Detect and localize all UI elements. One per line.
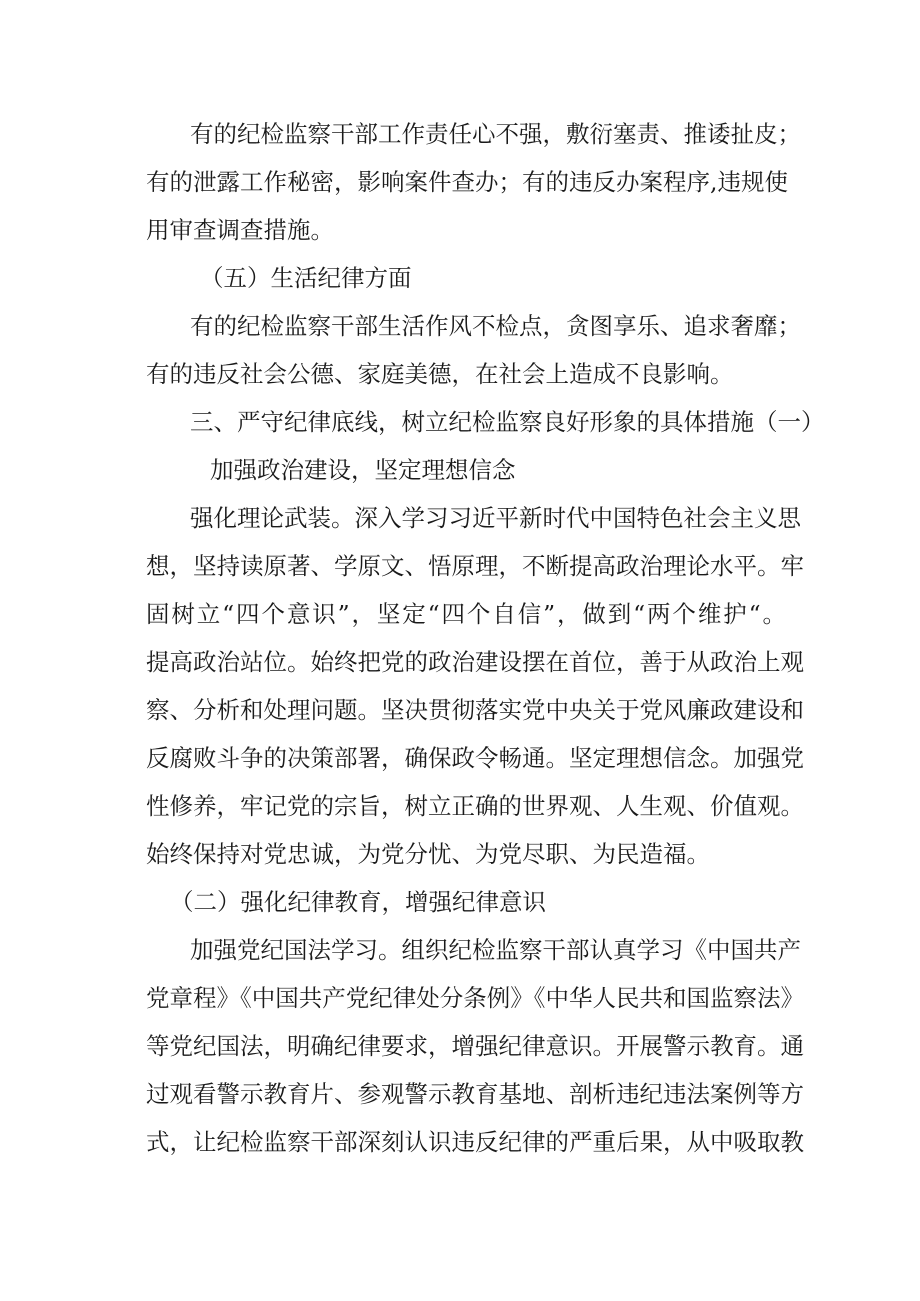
text-line: 察、分析和处理问题。坚决贯彻落实党中央关于党风廉政建设和: [146, 696, 804, 724]
text-line: 党章程》《中国共产党纪律处分条例》《中华人民共和国监察法》: [146, 984, 804, 1012]
text-line: 用审查调查措施。: [146, 216, 334, 244]
section-heading: 加强政治建设，坚定理想信念: [210, 456, 516, 484]
text-line: 有的泄露工作秘密，影响案件查办；有的违反办案程序,违规使: [146, 168, 788, 196]
section-heading: （二）强化纪律教育，增强纪律意识: [170, 888, 546, 916]
text-line: 性修养，牢记党的宗旨，树立正确的世界观、人生观、价值观。: [146, 792, 804, 820]
text-line: 反腐败斗争的决策部署，确保政令畅通。坚定理想信念。加强党: [146, 744, 804, 772]
section-heading: （五）生活纪律方面: [200, 264, 412, 292]
text-line: 有的违反社会公德、家庭美德，在社会上造成不良影响。: [146, 360, 734, 388]
text-line: 提高政治站位。始终把党的政治建设摆在首位，善于从政治上观: [146, 648, 804, 676]
text-line: 等党纪国法，明确纪律要求，增强纪律意识。开展警示教育。通: [146, 1032, 804, 1060]
text-line: 过观看警示教育片、参观警示教育基地、剖析违纪违法案例等方: [146, 1080, 804, 1108]
text-line: 始终保持对党忠诚，为党分忧、为党尽职、为民造福。: [146, 840, 710, 868]
text-line: 式，让纪检监察干部深刻认识违反纪律的严重后果，从中吸取教: [146, 1128, 804, 1156]
text-line: 加强党纪国法学习。组织纪检监察干部认真学习《中国共产: [190, 936, 801, 964]
text-line: 想，坚持读原著、学原文、悟原理，不断提高政治理论水平。牢: [146, 552, 804, 580]
text-line: 有的纪检监察干部生活作风不检点，贪图享乐、追求奢靡；: [190, 312, 801, 340]
section-heading: 三、严守纪律底线，树立纪检监察良好形象的具体措施（一）: [190, 408, 825, 436]
text-line: 强化理论武装。深入学习习近平新时代中国特色社会主义思: [190, 504, 801, 532]
text-line: 有的纪检监察干部工作责任心不强，敷衍塞责、推诿扯皮；: [190, 120, 801, 148]
text-line: 固树立“四个意识”，坚定“四个自信”，做到“两个维护“。: [146, 600, 786, 628]
